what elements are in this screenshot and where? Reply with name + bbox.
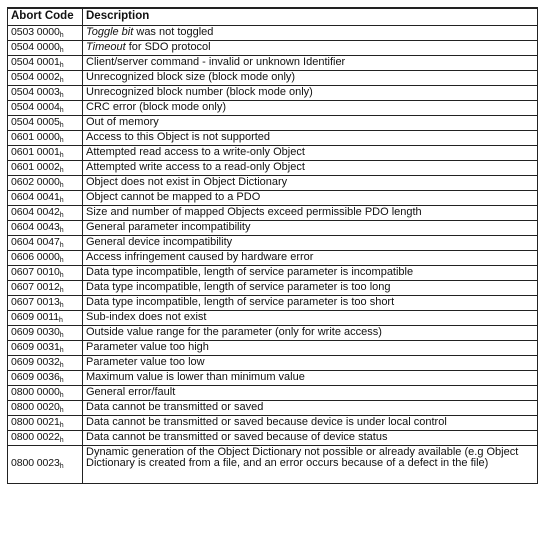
description-cell <box>83 130 538 145</box>
table-row <box>8 85 538 100</box>
abort-code-cell <box>8 160 83 175</box>
abort-code-value: 0607 0012 <box>11 280 60 293</box>
abort-code-cell <box>8 40 83 55</box>
abort-code-cell <box>8 130 83 145</box>
description-text: Data type incompatible, length of service parameter is incompatible <box>86 265 414 278</box>
table-row <box>8 235 538 250</box>
description-text: General parameter incompatibility <box>86 220 251 233</box>
description-text: for SDO protocol <box>125 40 211 53</box>
abort-code-value: 0604 0043 <box>11 220 60 233</box>
abort-code-cell <box>8 280 83 295</box>
table-row <box>8 445 538 483</box>
description-cell <box>83 235 538 250</box>
abort-code-value: 0503 0000 <box>11 25 60 38</box>
abort-code-value: 0609 0031 <box>11 340 60 353</box>
description-emphasis: Timeout <box>86 40 126 53</box>
abort-code-cell <box>8 55 83 70</box>
table-row <box>8 205 538 220</box>
abort-code-cell <box>8 340 83 355</box>
description-text: Parameter value too low <box>86 355 205 368</box>
hex-suffix: h <box>59 61 64 69</box>
abort-code-cell <box>8 445 83 483</box>
table-header-row <box>8 8 538 25</box>
description-text: Parameter value too high <box>86 340 209 353</box>
abort-code-cell <box>8 325 83 340</box>
header-abort-code: Abort Code <box>8 8 83 25</box>
abort-code-cell <box>8 85 83 100</box>
description-cell <box>83 160 538 175</box>
hex-suffix: h <box>59 301 64 309</box>
table-row <box>8 430 538 445</box>
description-cell <box>83 310 538 325</box>
description-text: was not toggled <box>133 25 214 38</box>
description-text: Object does not exist in Object Dictionary <box>86 175 288 188</box>
hex-suffix: h <box>59 406 64 414</box>
table-row <box>8 145 538 160</box>
abort-code-value: 0504 0004 <box>11 100 60 113</box>
table-row <box>8 220 538 235</box>
abort-code-cell <box>8 190 83 205</box>
table-row <box>8 325 538 340</box>
hex-suffix: h <box>59 361 64 369</box>
table-row <box>8 250 538 265</box>
description-text: Maximum value is lower than minimum value <box>86 370 305 383</box>
abort-code-cell <box>8 385 83 400</box>
description-text: Dynamic generation of the Object Dictionary not possible or already available (e.g Object Dictionary is created from a file, and an error occurs because of a defect in the file) <box>86 445 519 469</box>
hex-suffix: h <box>59 76 64 84</box>
table-row <box>8 415 538 430</box>
description-cell <box>83 355 538 370</box>
table-body <box>8 25 538 483</box>
description-text: Data cannot be transmitted or saved because of device status <box>86 430 388 443</box>
description-cell <box>83 385 538 400</box>
table-row <box>8 130 538 145</box>
description-text: Out of memory <box>86 115 159 128</box>
hex-suffix: h <box>59 181 64 189</box>
abort-code-cell <box>8 415 83 430</box>
description-cell <box>83 100 538 115</box>
abort-code-cell <box>8 430 83 445</box>
abort-code-table-container <box>7 7 537 484</box>
table-row <box>8 385 538 400</box>
table-row <box>8 55 538 70</box>
description-text: Data cannot be transmitted or saved <box>86 400 264 413</box>
description-cell <box>83 400 538 415</box>
hex-suffix: h <box>59 421 64 429</box>
hex-suffix: h <box>59 436 64 444</box>
abort-code-cell <box>8 220 83 235</box>
abort-code-value: 0800 0000 <box>11 385 60 398</box>
description-cell <box>83 445 538 483</box>
table-row <box>8 190 538 205</box>
description-text: Outside value range for the parameter (only for write access) <box>86 325 382 338</box>
abort-code-value: 0606 0000 <box>11 250 60 263</box>
description-text: Object cannot be mapped to a PDO <box>86 190 261 203</box>
abort-code-value: 0601 0000 <box>11 130 60 143</box>
description-cell <box>83 280 538 295</box>
abort-code-value: 0609 0032 <box>11 355 60 368</box>
abort-code-cell <box>8 25 83 40</box>
description-text: Access to this Object is not supported <box>86 130 271 143</box>
abort-code-value: 0504 0001 <box>11 55 60 68</box>
abort-code-value: 0601 0001 <box>11 145 60 158</box>
description-cell <box>83 175 538 190</box>
description-text: Attempted read access to a write-only Object <box>86 145 305 158</box>
table-row <box>8 340 538 355</box>
description-emphasis: Toggle bit <box>86 25 134 38</box>
abort-code-cell <box>8 355 83 370</box>
abort-code-value: 0609 0030 <box>11 325 60 338</box>
abort-code-table <box>7 7 538 484</box>
table-row <box>8 370 538 385</box>
hex-suffix: h <box>59 151 64 159</box>
hex-suffix: h <box>59 331 64 339</box>
table-row <box>8 280 538 295</box>
hex-suffix: h <box>59 211 64 219</box>
description-text: Client/server command - invalid or unknown Identifier <box>86 55 346 68</box>
abort-code-cell <box>8 400 83 415</box>
description-cell <box>83 250 538 265</box>
description-cell <box>83 25 538 40</box>
hex-suffix: h <box>59 271 64 279</box>
abort-code-value: 0504 0003 <box>11 85 60 98</box>
description-cell <box>83 205 538 220</box>
description-text: Unrecognized block number (block mode only) <box>86 85 313 98</box>
table-row <box>8 25 538 40</box>
abort-code-value: 0800 0020 <box>11 400 60 413</box>
abort-code-value: 0602 0000 <box>11 175 60 188</box>
abort-code-cell <box>8 235 83 250</box>
abort-code-cell <box>8 295 83 310</box>
abort-code-value: 0609 0011 <box>11 310 59 323</box>
hex-suffix: h <box>59 196 64 204</box>
description-cell <box>83 220 538 235</box>
abort-code-value: 0504 0002 <box>11 70 60 83</box>
description-text: Attempted write access to a read-only Object <box>86 160 305 173</box>
description-cell <box>83 415 538 430</box>
table-row <box>8 265 538 280</box>
abort-code-cell <box>8 175 83 190</box>
description-cell <box>83 115 538 130</box>
hex-suffix: h <box>59 46 64 54</box>
abort-code-value: 0504 0000 <box>11 40 60 53</box>
hex-suffix: h <box>58 316 63 324</box>
description-cell <box>83 40 538 55</box>
description-cell <box>83 85 538 100</box>
description-text: Access infringement caused by hardware error <box>86 250 314 263</box>
description-text: General device incompatibility <box>86 235 233 248</box>
table-row <box>8 70 538 85</box>
description-text: Data cannot be transmitted or saved because device is under local control <box>86 415 447 428</box>
hex-suffix: h <box>59 391 64 399</box>
abort-code-cell <box>8 100 83 115</box>
abort-code-value: 0604 0042 <box>11 205 60 218</box>
abort-code-value: 0607 0013 <box>11 295 60 308</box>
abort-code-cell <box>8 250 83 265</box>
description-cell <box>83 55 538 70</box>
abort-code-value: 0504 0005 <box>11 115 60 128</box>
abort-code-value: 0800 0022 <box>11 430 60 443</box>
table-row <box>8 175 538 190</box>
description-text: Size and number of mapped Objects exceed permissible PDO length <box>86 205 422 218</box>
description-cell <box>83 340 538 355</box>
hex-suffix: h <box>59 91 64 99</box>
hex-suffix: h <box>59 166 64 174</box>
abort-code-cell <box>8 70 83 85</box>
hex-suffix: h <box>59 106 64 114</box>
description-cell <box>83 265 538 280</box>
abort-code-cell <box>8 265 83 280</box>
hex-suffix: h <box>59 31 64 39</box>
description-cell <box>83 190 538 205</box>
table-row <box>8 40 538 55</box>
table-row <box>8 160 538 175</box>
header-description: Description <box>83 8 538 25</box>
table-row <box>8 115 538 130</box>
description-cell <box>83 295 538 310</box>
table-row <box>8 295 538 310</box>
description-cell <box>83 370 538 385</box>
hex-suffix: h <box>59 376 64 384</box>
hex-suffix: h <box>59 256 64 264</box>
abort-code-value: 0604 0041 <box>11 190 60 203</box>
table-row <box>8 100 538 115</box>
abort-code-value: 0609 0036 <box>11 370 60 383</box>
hex-suffix: h <box>59 226 64 234</box>
description-cell <box>83 70 538 85</box>
table-row <box>8 310 538 325</box>
abort-code-value: 0604 0047 <box>11 235 60 248</box>
table-row <box>8 400 538 415</box>
hex-suffix: h <box>59 136 64 144</box>
description-text: Unrecognized block size (block mode only) <box>86 70 296 83</box>
description-text: Data type incompatible, length of service parameter is too short <box>86 295 395 308</box>
description-text: General error/fault <box>86 385 176 398</box>
hex-suffix: h <box>59 346 64 354</box>
description-cell <box>83 325 538 340</box>
abort-code-cell <box>8 370 83 385</box>
abort-code-value: 0601 0002 <box>11 160 60 173</box>
description-text: CRC error (block mode only) <box>86 100 226 113</box>
abort-code-value: 0800 0023 <box>11 457 60 470</box>
description-cell <box>83 145 538 160</box>
hex-suffix: h <box>59 241 64 249</box>
abort-code-value: 0607 0010 <box>11 265 60 278</box>
table-row <box>8 355 538 370</box>
description-text: Data type incompatible, length of service parameter is too long <box>86 280 391 293</box>
abort-code-cell <box>8 145 83 160</box>
abort-code-cell <box>8 310 83 325</box>
hex-suffix: h <box>59 286 64 294</box>
abort-code-cell <box>8 115 83 130</box>
abort-code-value: 0800 0021 <box>11 415 60 428</box>
hex-suffix: h <box>59 463 64 471</box>
description-cell <box>83 430 538 445</box>
hex-suffix: h <box>59 121 64 129</box>
abort-code-cell <box>8 205 83 220</box>
description-text: Sub-index does not exist <box>86 310 207 323</box>
